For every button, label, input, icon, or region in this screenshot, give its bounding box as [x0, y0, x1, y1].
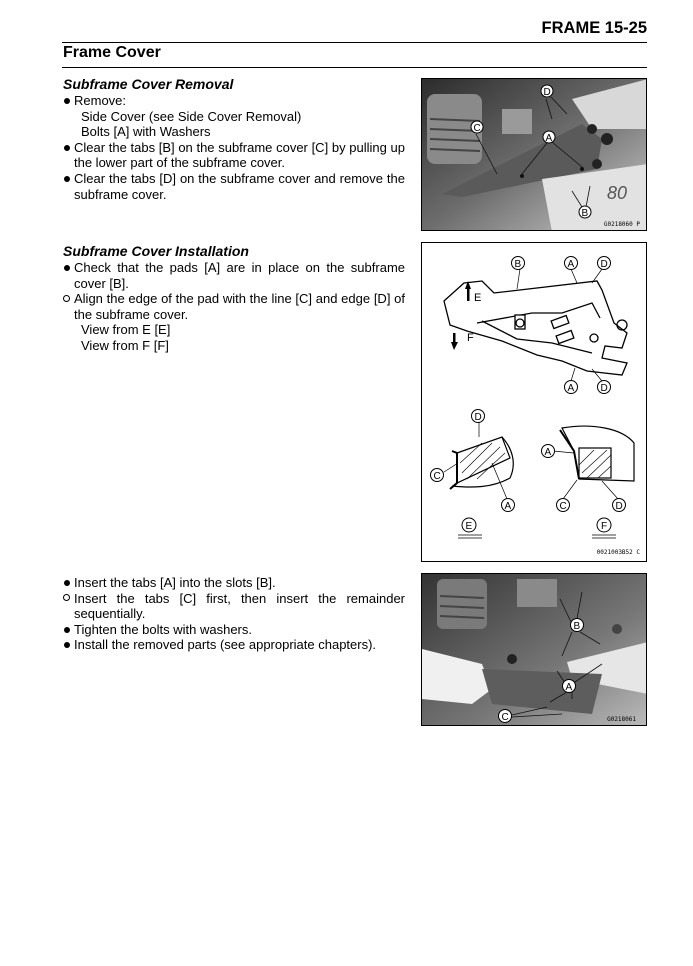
svg-text:A: A: [504, 501, 512, 512]
header-rule: [62, 42, 647, 43]
svg-text:B: B: [514, 259, 522, 270]
bullet-icon: [64, 98, 70, 104]
list-item-text: Insert the tabs [C] first, then insert the remainder sequentially.: [74, 590, 405, 622]
bullet-icon: [64, 145, 70, 151]
svg-text:D: D: [615, 501, 623, 512]
installation-title: Subframe Cover Installation: [63, 243, 249, 259]
svg-text:A: A: [565, 682, 573, 693]
list-item-text: Insert the tabs [A] into the slots [B].: [74, 575, 276, 590]
figure-installation-diagram: [421, 242, 647, 562]
figure-code: 0021003B52 C: [596, 549, 640, 556]
list-subitem: [63, 124, 405, 140]
svg-text:D: D: [600, 383, 608, 394]
list-item-text: Check that the pads [A] are in place on the subframe cover [B].: [74, 260, 405, 291]
photo-illustration: [422, 574, 647, 726]
label-e-arrow: E: [474, 292, 482, 304]
list-item: [63, 637, 405, 653]
installation-section-2: [63, 575, 405, 653]
list-item-text: Side Cover (see Side Cover Removal): [81, 108, 302, 124]
svg-text:B: B: [581, 208, 589, 219]
installation-steps-2: [63, 575, 405, 653]
figure-installation-photo: [421, 573, 647, 726]
open-circle-icon: [63, 295, 70, 302]
removal-title: Subframe Cover Removal: [63, 76, 234, 92]
list-item: [63, 575, 405, 591]
section-title: Frame Cover: [63, 44, 161, 61]
photo-illustration: [422, 79, 647, 231]
list-item: [63, 622, 405, 638]
list-item-text: Bolts [A] with Washers: [81, 124, 211, 140]
list-item-text: Align the edge of the pad with the line [C] and edge [D] of the subframe cover.: [74, 291, 405, 322]
list-item-text: Install the removed parts (see appropriate chapters).: [74, 637, 377, 653]
bullet-icon: [64, 580, 70, 586]
list-item: [63, 291, 405, 322]
bullet-icon: [64, 642, 70, 648]
svg-text:D: D: [474, 412, 482, 423]
list-subitem: [63, 109, 405, 125]
svg-text:C: C: [559, 501, 567, 512]
removal-section: [63, 76, 405, 202]
svg-text:C: C: [473, 123, 481, 134]
figure-code: G0218061: [607, 716, 636, 723]
section-rule: [62, 67, 647, 68]
list-item-text: Clear the tabs [D] on the subframe cover and remove the subframe cover.: [74, 170, 405, 202]
list-item-text: Tighten the bolts with washers.: [74, 621, 252, 637]
svg-text:B: B: [573, 621, 581, 632]
svg-text:A: A: [567, 383, 575, 394]
svg-text:F: F: [601, 521, 608, 532]
svg-text:C: C: [433, 471, 441, 482]
bullet-icon: [64, 176, 70, 182]
label-f-arrow: F: [467, 332, 474, 344]
svg-text:D: D: [543, 87, 551, 98]
bullet-icon: [64, 265, 70, 271]
bullet-icon: [64, 627, 70, 633]
list-item: [63, 260, 405, 291]
figure-removal-photo: [421, 78, 647, 231]
removal-steps: [63, 93, 405, 202]
svg-text:A: A: [545, 133, 553, 144]
list-item: [63, 93, 405, 109]
figure-code: G0218060 P: [603, 221, 640, 228]
list-subitem: [63, 338, 405, 354]
page-header: FRAME 15-25: [541, 19, 647, 37]
svg-text:A: A: [544, 447, 552, 458]
svg-text:A: A: [567, 259, 575, 270]
list-subitem: [63, 322, 405, 338]
installation-section: [63, 243, 405, 354]
svg-text:E: E: [465, 521, 473, 532]
list-item-text: Remove:: [74, 93, 127, 108]
open-circle-icon: [63, 594, 70, 601]
list-item: [63, 171, 405, 202]
list-item-text: View from E [E]: [81, 322, 171, 338]
list-item-text: View from F [F]: [81, 337, 169, 353]
svg-text:80: 80: [607, 183, 628, 203]
installation-steps: [63, 260, 405, 354]
list-item: [63, 140, 405, 171]
list-item-text: Clear the tabs [B] on the subframe cover [C] by pulling up the lower part of the subframe cover.: [74, 139, 405, 171]
svg-text:C: C: [501, 712, 509, 723]
list-item: [63, 591, 405, 622]
svg-text:D: D: [600, 259, 608, 270]
subframe-cover-diagram: [422, 243, 647, 562]
